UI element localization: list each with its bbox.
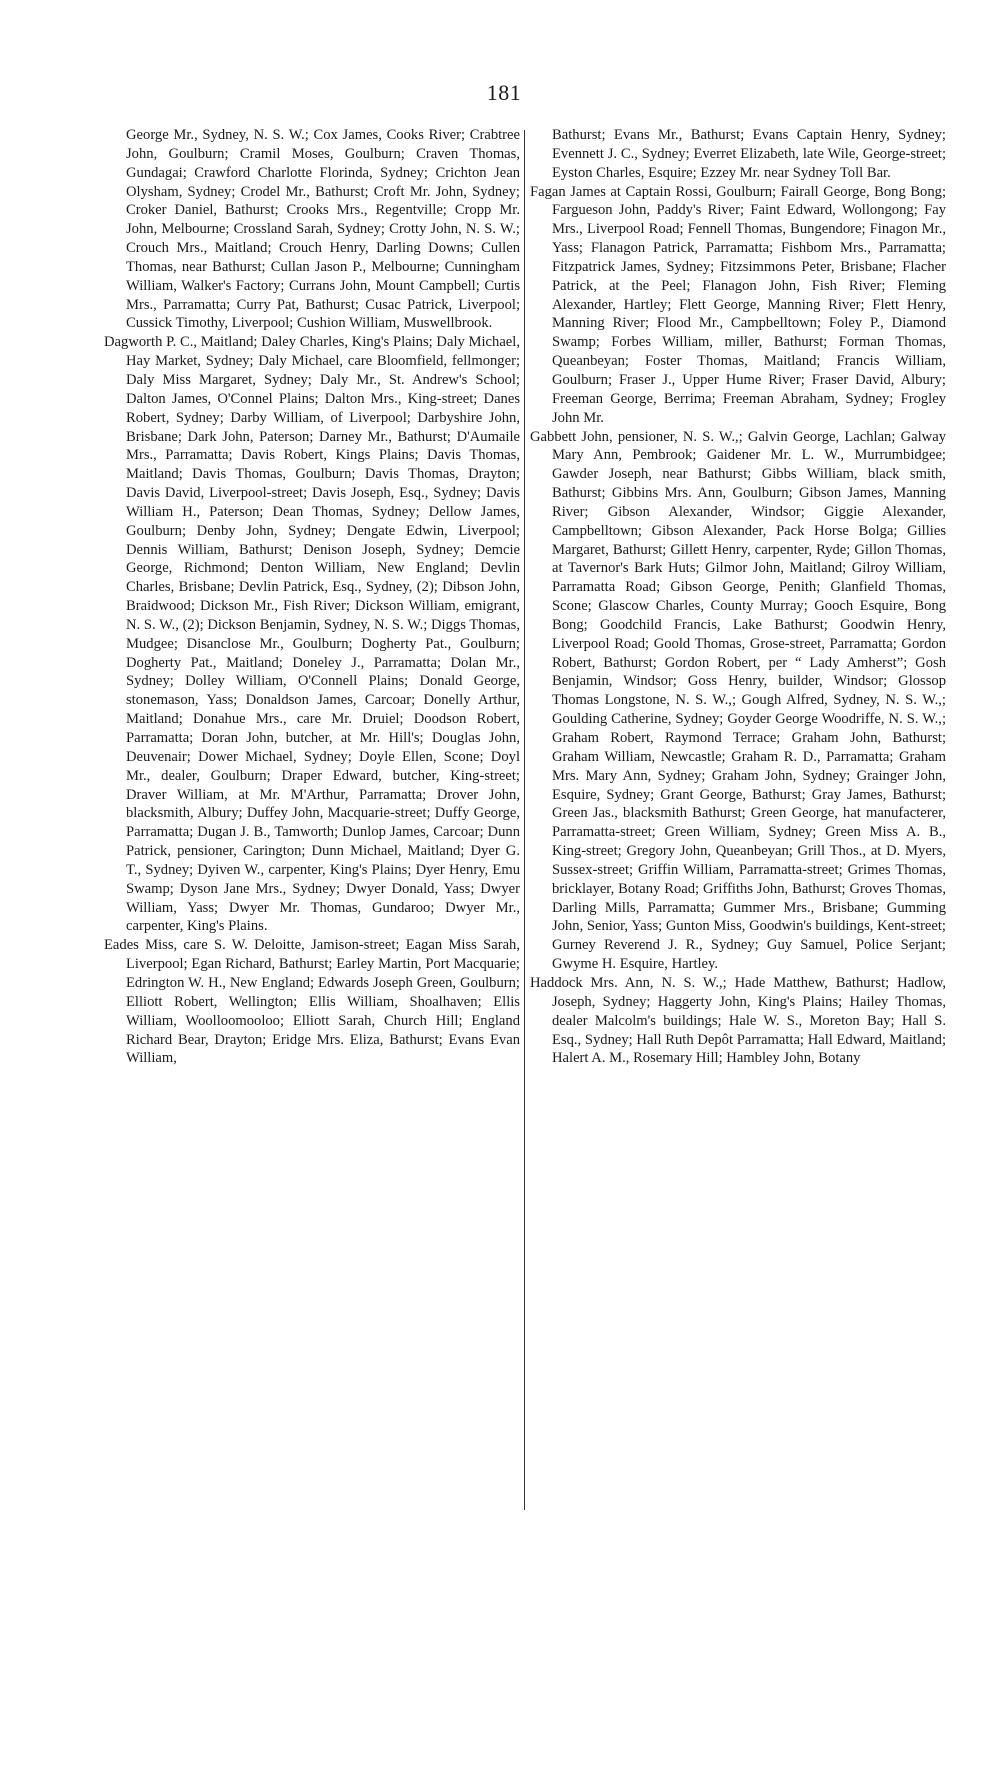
list-entry: Haddock Mrs. Ann, N. S. W.,; Hade Matthew, Bathurst; Hadlow, Joseph, Sydney; Haggerty John, King's Plains; Hailey Thomas, dealer Malcolm's buildings; Hale W. S., Moreton Bay; Hall S. Esq., Sydney; Hall Ruth Depôt Parramatta; Hall Edward, Maitland; Halert A. M., Rosemary Hill; Hambley John, Botany bbox=[530, 974, 946, 1067]
column-divider bbox=[524, 130, 525, 1510]
left-column bbox=[104, 126, 520, 1068]
list-entry: Bathurst; Evans Mr., Bathurst; Evans Captain Henry, Sydney; Evennett J. C., Sydney; Everret Elizabeth, late Wile, George-street; Eyston Charles, Esquire; Ezzey Mr. near Sydney Toll Bar. bbox=[552, 127, 946, 181]
list-entry: Fagan James at Captain Rossi, Goulburn; Fairall George, Bong Bong; Fargueson John, Paddy's River; Faint Edward, Wollongong; Fay Mrs., Liverpool Road; Fennell Thomas, Bungendore; Finagon Mr., Yass; Flanagon Patrick, Parramatta; Fishbom Mrs., Parramatta; Fitzpatrick James, Sydney; Fitzsimmons Peter, Brisbane; Flacher Patrick, at the Peel; Flanagon John, Fish River; Fleming Alexander, Hartley; Flett George, Manning River; Flett Henry, Manning River; Flood Mr., Campbelltown; Foley P., Diamond Swamp; Forbes William, miller, Bathurst; Forman Thomas, Queanbeyan; Foster Thomas, Maitland; Francis William, Goulburn; Fraser J., Upper Hume River; Fraser David, Albury; Freeman George, Berrima; Freeman Abraham, Sydney; Frogley John Mr. bbox=[530, 183, 946, 426]
page-number: 181 bbox=[486, 80, 522, 105]
list-entry: Dagworth P. C., Maitland; Daley Charles, King's Plains; Daly Michael, Hay Market, Sydney; Daly Michael, care Bloomfield, fellmonger; Daly Miss Margaret, Sydney; Daly Mr., St. Andrew's School; Dalton James, O'Connel Plains; Dalton Mrs., King-street; Danes Robert, Sydney; Darby William, of Liverpool; Darbyshire John, Brisbane; Dark John, Paterson; Darney Mr., Bathurst; D'Aumaile Mrs., Parramatta; Davis Robert, Kings Plains; Davis Thomas, Maitland; Davis Thomas, Goulburn; Davis Thomas, Drayton; Davis David, Liverpool-street; Davis Joseph, Esq., Sydney; Davis William H., Paterson; Dean Thomas, Sydney; Dellow James, Goulburn; Denby John, Sydney; Dengate Edwin, Liverpool; Dennis William, Bathurst; Denison Joseph, Sydney; Demcie George, Richmond; Denton William, New England; Devlin Charles, Brisbane; Devlin Patrick, Esq., Sydney, (2); Dibson John, Braidwood; Dickson Mr., Fish River; Dickson William, emigrant, N. S. W., (2); Dickson Benjamin, Sydney, N. S. W.; Diggs Thomas, Mudgee; Disanclose Mr., Goulburn; Dogherty Pat., Goulburn; Dogherty Pat., Maitland; Doneley J., Parramatta; Dolan Mr., Sydney; Dolley William, O'Connell Plains; Donald George, stonemason, Yass; Donaldson James, Carcoar; Donelly Arthur, Maitland; Donahue Mrs., care Mr. Druiel; Doodson Robert, Parramatta; Doran John, butcher, at Mr. Hill's; Douglas John, Deuvenair; Dower Michael, Sydney; Doyle Ellen, Scone; Doyl Mr., dealer, Goulburn; Draper Edward, butcher, King-street; Draver William, at Mr. M'Arthur, Parramatta; Drover John, blacksmith, Albury; Duffey John, Macquarie-street; Duffy George, Parramatta; Dugan J. B., Tamworth; Dunlop James, Carcoar; Dunn Patrick, pensioner, Carington; Dunn Michael, Maitland; Dyer G. T., Sydney; Dyiven W., carpenter, King's Plains; Dyer Henry, Emu Swamp; Dyson Jane Mrs., Sydney; Dwyer Donald, Yass; Dwyer William, Yass; Dwyer Mr. Thomas, Gundaroo; Dwyer Mr., carpenter, King's Plains. bbox=[104, 334, 520, 935]
list-entry: George Mr., Sydney, N. S. W.; Cox James, Cooks River; Crabtree John, Goulburn; Cramil Moses, Goulburn; Craven Thomas, Gundagai; Crawford Charlotte Florinda, Sydney; Crichton Jean Olysham, Sydney; Crodel Mr., Bathurst; Croft Mr. John, Sydney; Croker Daniel, Bathurst; Crooks Mrs., Regentville; Cropp Mr. John, Melbourne; Crossland Sarah, Sydney; Crotty John, N. S. W.; Crouch Mrs., Maitland; Crouch Henry, Darling Downs; Cullen Thomas, near Bathurst; Cullan Jason P., Melbourne; Cunningham William, Walker's Factory; Currans John, Mount Campbell; Curtis Mrs., Parramatta; Curry Pat, Bathurst; Cusac Patrick, Liverpool; Cussick Timothy, Liverpool; Cushion William, Muswellbrook. bbox=[126, 127, 520, 332]
right-column bbox=[530, 126, 946, 1068]
list-entry: Eades Miss, care S. W. Deloitte, Jamison-street; Eagan Miss Sarah, Liverpool; Egan Richard, Bathurst; Earley Martin, Port Macquarie; Edrington W. H., New England; Edwards Joseph Green, Goulburn; Elliott Robert, Wellington; Ellis William, Shoalhaven; Ellis William, Woolloomooloo; Elliott Sarah, Church Hill; England Richard Bear, Drayton; Eridge Mrs. Eliza, Bathurst; Evans Evan William, bbox=[104, 937, 520, 1067]
list-entry: Gabbett John, pensioner, N. S. W.,; Galvin George, Lachlan; Galway Mary Ann, Pembrook; Gaidener Mr. L. W., Murrumbidgee; Gawder Joseph, near Bathurst; Gibbs William, black smith, Bathurst; Gibbins Mrs. Ann, Goulburn; Gibson James, Manning River; Gibson Alexander, Windsor; Giggie Alexander, Campbelltown; Gibson Alexander, Pack Horse Bolga; Gillies Margaret, Bathurst; Gillett Henry, carpenter, Ryde; Gillon Thomas, at Tavernor's Bark Huts; Gilmor John, Maitland; Gilroy William, Parramatta Road; Gibson George, Penith; Glanfield Thomas, Scone; Glascow Charles, County Murray; Gooch Esquire, Bong Bong; Goodchild Francis, Lake Bathurst; Goodwin Henry, Liverpool Road; Goold Thomas, Grose-street, Parramatta; Gordon Robert, Bathurst; Gordon Robert, per “ Lady Amherst”; Gosh Benjamin, Windsor; Goss Henry, builder, Windsor; Glossop Thomas Longstone, N. S. W.,; Gough Alfred, Sydney, N. S. W.,; Goulding Catherine, Sydney; Goyder George Woodriffe, N. S. W.,; Graham Robert, Raymond Terrace; Graham John, Bathurst; Graham William, Newcastle; Graham R. D., Parramatta; Graham Mrs. Mary Ann, Sydney; Graham John, Sydney; Grainger John, Esquire, Sydney; Grant George, Bathurst; Gray James, Bathurst; Green Jas., blacksmith Bathurst; Green George, hat manufacterer, Parramatta-street; Green William, Sydney; Green Miss A. B., King-street; Gregory John, Queanbeyan; Grill Thos., at D. Myers, Sussex-street; Griffin William, Parramatta-street; Grimes Thomas, bricklayer, Botany Road; Griffiths John, Bathurst; Groves Thomas, Darling Mills, Parramatta; Gummer Mrs., Brisbane; Gumming John, Senior, Yass; Gunton Miss, Goodwin's buildings, Kent-street; Gurney Reverend J. R., Sydney; Guy Samuel, Police Serjant; Gwyme H. Esquire, Hartley. bbox=[530, 428, 946, 973]
